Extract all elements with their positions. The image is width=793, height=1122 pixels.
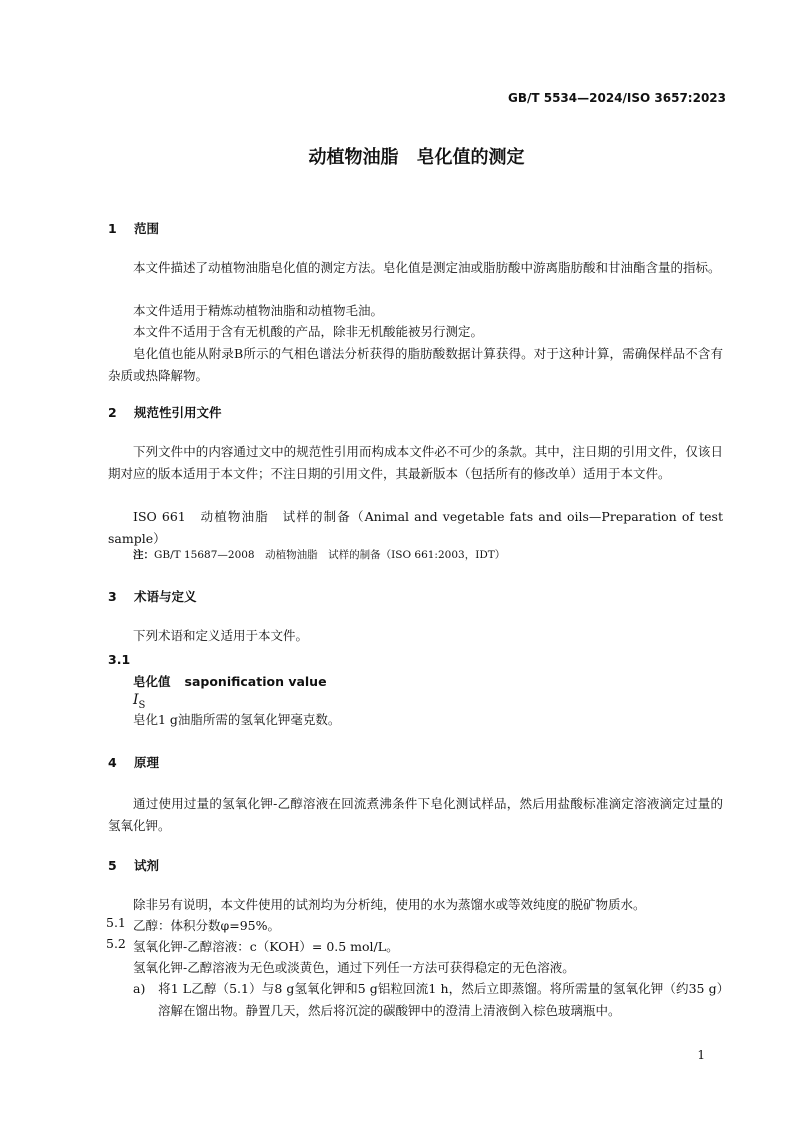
- subclause-number: 5.1: [106, 915, 126, 930]
- section-number: 2: [108, 405, 117, 420]
- normative-reference: ISO 661 动植物油脂 试样的制备（Animal and vegetable fats and oils—Preparation of test sample）: [108, 509, 723, 546]
- term-definition: 皂化1 g油脂所需的氢氧化钾毫克数。: [133, 712, 341, 727]
- paragraph: 本文件描述了动植物油脂皂化值的测定方法。皂化值是测定油或脂肪酸中游离脂肪酸和甘油酯含量的指标。: [133, 260, 721, 275]
- symbol-main: I: [133, 692, 139, 708]
- section-title: 试剂: [134, 858, 160, 873]
- section-title: 规范性引用文件: [134, 405, 222, 420]
- section-number: 1: [108, 221, 117, 236]
- term-chinese: 皂化值: [133, 674, 171, 689]
- standard-code: GB/T 5534—2024/ISO 3657:2023: [507, 91, 726, 105]
- section-1-heading: [108, 219, 159, 237]
- note: [133, 547, 505, 562]
- subclause-text: 乙醇：体积分数φ=95%。: [133, 918, 281, 933]
- section-3-heading: [108, 587, 197, 605]
- paragraph: 皂化值也能从附录B所示的气相色谱法分析获得的脂肪酸数据计算获得。对于这种计算，需确保样品不含有杂质或热降解物。: [108, 346, 723, 383]
- section-5-heading: [108, 856, 159, 874]
- note-text: GB/T 15687—2008 动植物油脂 试样的制备（ISO 661:2003，IDT）: [154, 549, 506, 561]
- paragraph: 通过使用过量的氢氧化钾-乙醇溶液在回流煮沸条件下皂化测试样品，然后用盐酸标准滴定溶液滴定过量的氢氧化钾。: [108, 796, 723, 833]
- section-number: 5: [108, 858, 117, 873]
- term-english: saponification value: [184, 674, 327, 689]
- document-title: 动植物油脂 皂化值的测定: [308, 147, 525, 168]
- section-number: 4: [108, 755, 117, 770]
- note-label: 注：: [133, 549, 154, 561]
- term-entry: [133, 672, 327, 690]
- paragraph: 除非另有说明，本文件使用的试剂均为分析纯，使用的水为蒸馏水或等效纯度的脱矿物质水。: [133, 897, 646, 912]
- term-symbol: [133, 692, 145, 711]
- section-number: 3: [108, 589, 117, 604]
- paragraph: 氢氧化钾-乙醇溶液为无色或淡黄色，通过下列任一方法可获得稳定的无色溶液。: [133, 960, 575, 975]
- section-4-heading: [108, 753, 159, 771]
- section-2-heading: [108, 403, 222, 421]
- term-number: 3.1: [108, 652, 131, 667]
- list-item: a) 将1 L乙醇（5.1）与8 g氢氧化钾和5 g铝粒回流1 h，然后立即蒸馏。将所需量的氢氧化钾（约35 g）溶解在馏出物。静置几天，然后将沉淀的碳酸钾中的澄清上清液倒入棕色玻璃瓶中。: [133, 981, 723, 1018]
- section-title: 术语与定义: [134, 589, 197, 604]
- section-title: 范围: [134, 221, 160, 236]
- page-number: 1: [697, 1048, 705, 1062]
- paragraph: 下列文件中的内容通过文中的规范性引用而构成本文件必不可少的条款。其中，注日期的引用文件，仅该日期对应的版本适用于本文件；不注日期的引用文件，其最新版本（包括所有的修改单）适用于本文件。: [108, 444, 723, 481]
- paragraph: 本文件适用于精炼动植物油脂和动植物毛油。: [133, 303, 384, 318]
- subclause-text: 氢氧化钾-乙醇溶液：c（KOH）= 0.5 mol/L。: [133, 939, 399, 954]
- symbol-subscript: S: [138, 699, 146, 711]
- subclause-number: 5.2: [106, 936, 126, 951]
- paragraph: 下列术语和定义适用于本文件。: [133, 628, 309, 643]
- paragraph: 本文件不适用于含有无机酸的产品，除非无机酸能被另行测定。: [133, 324, 484, 339]
- section-title: 原理: [134, 755, 160, 770]
